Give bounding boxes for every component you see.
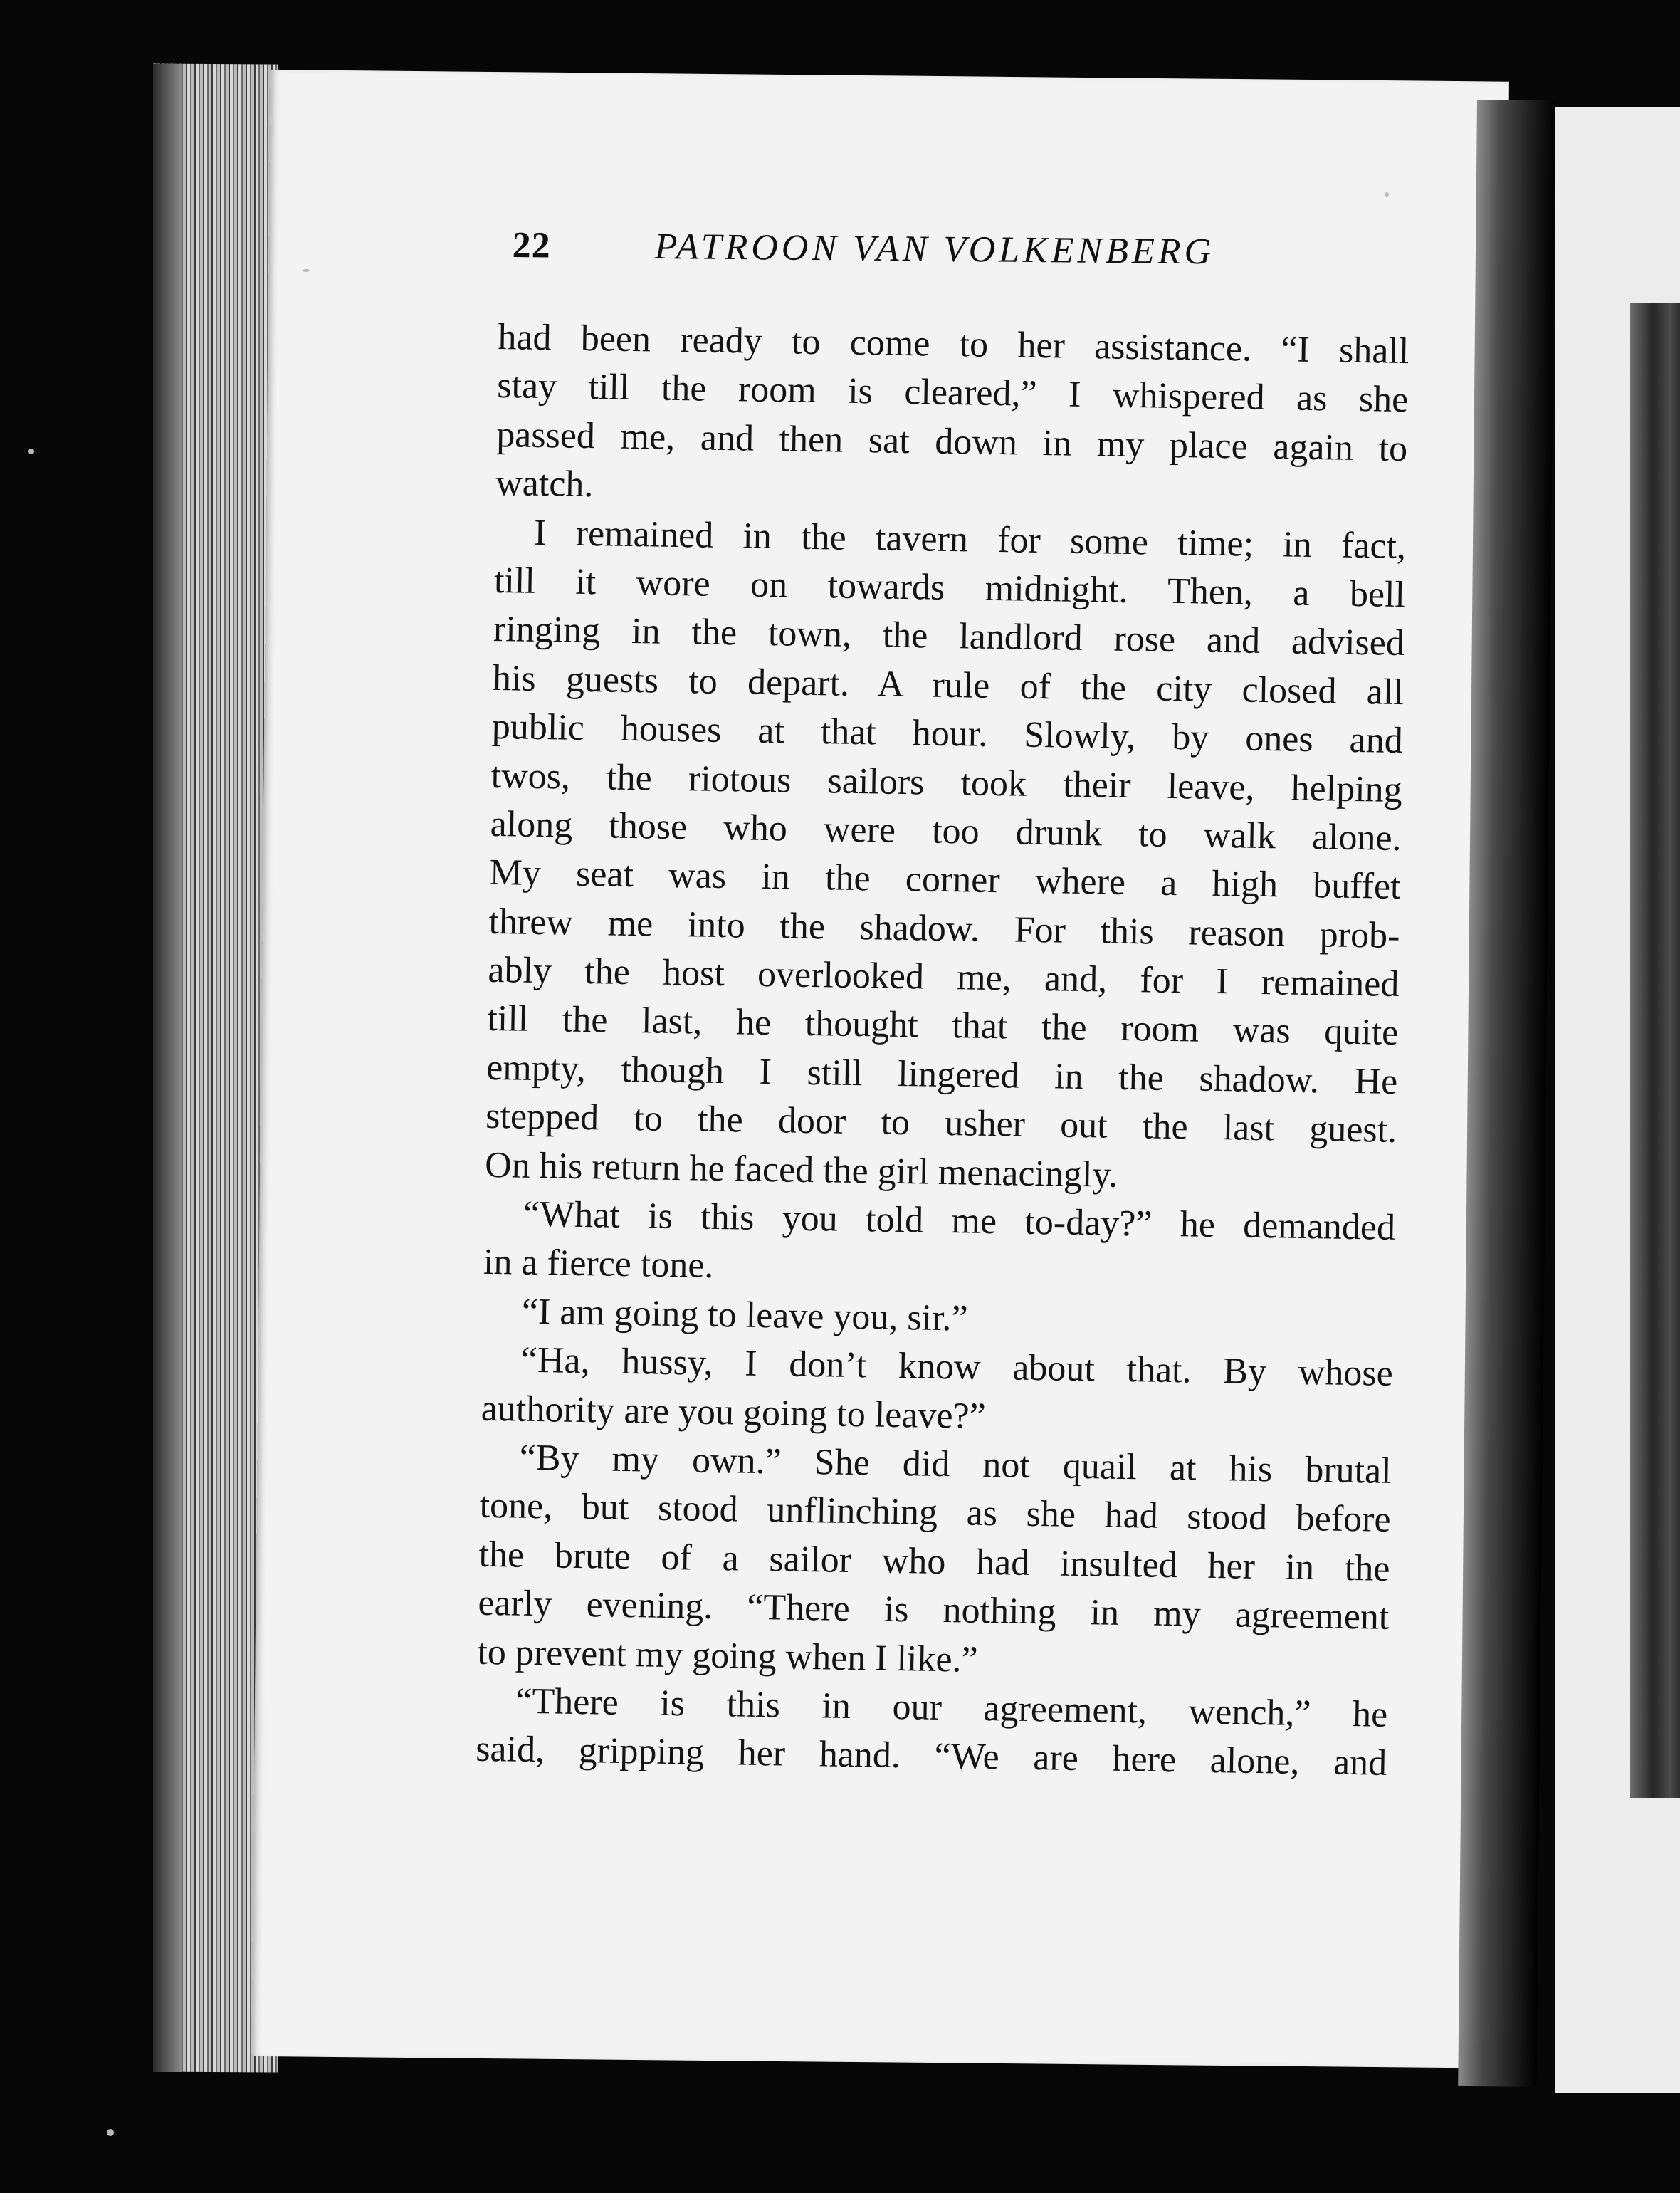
text-line: stay till the room is cleared,” I whispered as she	[496, 365, 1409, 421]
text-line: public houses at that hour. Slowly, by ones and	[491, 706, 1404, 762]
text-line: I remained in the tavern for some time; in fact,	[533, 512, 1407, 567]
body-text	[476, 313, 1409, 1789]
text-line: “What is this you told me to-day?” he demanded	[523, 1193, 1396, 1248]
text-line: authority are you going to leave?”	[481, 1388, 987, 1437]
text-line: On his return he faced the girl menacingly.	[484, 1144, 1118, 1195]
text-line: “I am going to leave you, sir.”	[521, 1291, 969, 1339]
dust-speck	[303, 269, 310, 272]
text-line: ably the host overlooked me, and, for I remained	[488, 949, 1400, 1005]
text-line: My seat was in the corner where a high buffet	[489, 852, 1401, 908]
dust-speck	[28, 449, 34, 454]
text-line: ringing in the town, the landlord rose and advised	[493, 609, 1405, 664]
text-line: had been ready to come to her assistance. “I shall	[498, 316, 1409, 372]
text-line: “Ha, hussy, I don’t know about that. By whose	[520, 1339, 1394, 1395]
page-edge-shadow	[153, 64, 182, 2072]
text-line: stepped to the door to usher out the last guest.	[485, 1096, 1397, 1151]
facing-page-illustration	[1630, 303, 1680, 1798]
text-line: “There is this in our agreement, wench,” he	[515, 1680, 1388, 1735]
text-line: tone, but stood unflinching as she had stood before	[479, 1485, 1391, 1541]
text-line: till it wore on towards midnight. Then, a bell	[493, 560, 1406, 616]
text-line: “By my own.” She did not quail at his brutal	[519, 1437, 1392, 1492]
text-line: said, gripping her hand. “We are here alone, and	[475, 1729, 1387, 1784]
text-line: the brute of a sailor who had insulted her in the	[478, 1534, 1390, 1589]
dust-speck	[1385, 192, 1389, 197]
text-line: threw me into the shadow. For this reason prob-	[488, 901, 1400, 956]
text-line: empty, though I still lingered in the shadow. He	[485, 1047, 1398, 1102]
text-line: passed me, and then sat down in my place again to	[495, 414, 1408, 469]
text-line: early evening. “There is nothing in my agreement	[478, 1582, 1390, 1638]
text-line: watch.	[495, 463, 594, 506]
text-line: till the last, he thought that the room was quite	[486, 998, 1399, 1054]
running-title: PATROON VAN VOLKENBERG	[654, 226, 1215, 273]
dust-speck	[107, 2129, 114, 2136]
text-line: twos, the riotous sailors took their leave, helping	[490, 755, 1403, 810]
text-line: in a fierce tone.	[483, 1242, 714, 1287]
page-number: 22	[512, 224, 551, 266]
text-line: to prevent my going when I like.”	[477, 1631, 979, 1680]
text-line: along those who were too drunk to walk alone.	[490, 803, 1402, 859]
running-head	[512, 224, 1438, 290]
text-line: his guests to depart. A rule of the city closed all	[492, 657, 1405, 713]
